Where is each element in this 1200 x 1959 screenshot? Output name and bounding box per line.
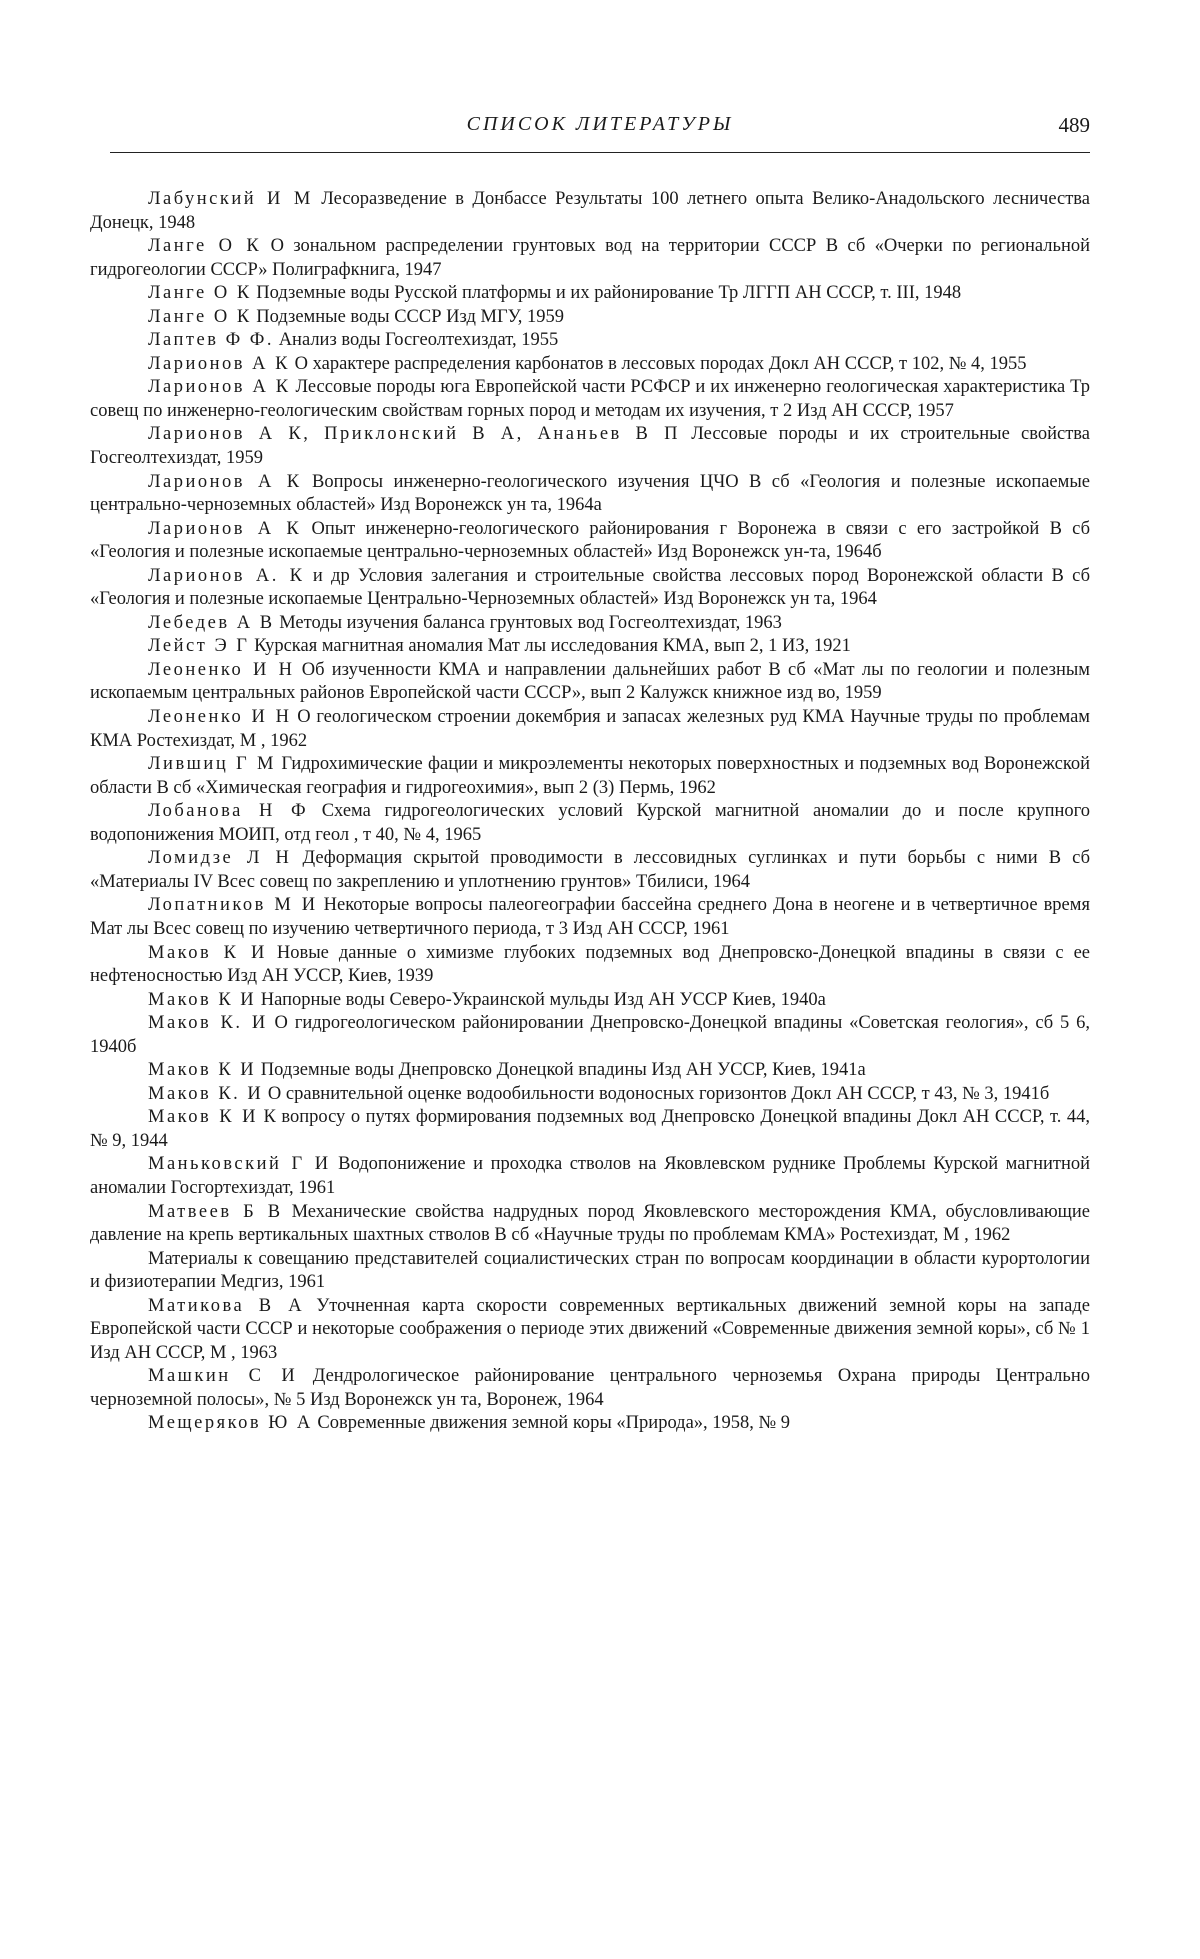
reference-author: Машкин С И [148,1366,298,1387]
reference-entry [90,753,1090,800]
reference-entry [90,612,1090,636]
reference-entry [90,188,1090,235]
reference-author: Маков К И [148,942,267,963]
reference-author: Лопатников М И [148,895,318,916]
reference-entry [90,800,1090,847]
reference-entry [90,1412,1090,1436]
reference-text: Механические свойства надрудных пород Яковлевского месторождения КМА, обусловливающие давление на крепь вертикальных шахтных стволов В сб «Научные труды по проблемам КМА» Ростехиздат, М , 1962 [90,1201,1091,1246]
reference-text: Лессовые породы юга Европейской части РСФСР и их инженерно геологическая характеристика Тр совещ по инженерно-геологическим свойствам горных пород и методам их изучения, т 2 Изд АН СССР, 1957 [90,377,1091,421]
reference-entry [90,353,1090,377]
reference-author: Лабунский И М [148,189,313,209]
reference-entry [90,706,1090,753]
reference-entry [90,1106,1090,1153]
reference-author: Леоненко И Н [148,707,292,728]
reference-text: Вопросы инженерно-геологического изучения ЦЧО В сб «Геология и полезные ископаемые центрально-черноземных областей» Изд Воронежск ун та, 1964а [90,471,1090,516]
reference-text: Уточненная карта скорости современных вертикальных движений земной коры на западе Европейской части СССР и некоторые соображения о периоде этих движений «Современные движения земной коры», сб № 1 Изд АН СССР, М , 1963 [90,1295,1091,1363]
reference-author: Леоненко И Н [148,659,295,680]
reference-author: Маков К И [148,1107,258,1128]
reference-text: О характере распределения карбонатов в лессовых породах Докл АН СССР, т 102, № 4, 1955 [294,353,1027,374]
reference-text: Лессовые породы и их строительные свойства Госгеолтехиздат, 1959 [90,424,1090,469]
reference-author: Матикова В А [148,1295,305,1316]
reference-text: О сравнительной оценке водообильности водоносных горизонтов Докл АН СССР, т 43, № 3, 1941б [267,1083,1050,1104]
reference-author: Ларионов А К [148,471,302,492]
reference-entry [90,847,1090,894]
reference-author: Маков К. И [148,1083,264,1104]
reference-author: Лобанова Н Ф [148,801,309,822]
reference-entry [90,1153,1090,1200]
reference-entry [90,894,1090,941]
reference-text: Некоторые вопросы палеогеографии бассейна среднего Дона в неогене и в четвертичное время Мат лы Всес совещ по изучению четвертичного периода, т 3 Изд АН СССР, 1961 [90,895,1090,939]
reference-text: Гидрохимические фации и микроэлементы некоторых поверхностных и подземных вод Воронежской области В сб «Химическая география и гидрогеохимия», вып 2 (3) Пермь, 1962 [90,754,1091,798]
reference-author: Ларионов А. К [148,565,305,586]
reference-author: Мещеряков Ю А [148,1413,313,1434]
reference-text: Курская магнитная аномалия Мат лы исследования КМА, вып 2, 1 ИЗ, 1921 [254,636,851,657]
reference-entry [90,565,1090,612]
reference-text: Материалы к совещанию представителей социалистических стран по вопросам координации в области курортологии и физиотерапии Медгиз, 1961 [90,1248,1090,1293]
reference-entry [90,306,1090,330]
reference-entry [90,518,1090,565]
reference-text: и др Условия залегания и строительные свойства лессовых пород Воронежской области В сб «Геология и полезные ископаемые Центрально-Черноземных областей» Изд Воронежск ун та, 1964 [90,565,1091,610]
reference-author: Ланге О К [148,236,262,257]
reference-entry [90,1083,1090,1107]
reference-text: Анализ воды Госгеолтехиздат, 1955 [278,330,559,351]
reference-entry [90,989,1090,1013]
reference-text: Лесоразведение в Донбассе Результаты 100 летнего опыта Велико-Анадольского лесничества Донецк, 1948 [90,189,1090,233]
reference-entry [90,1201,1090,1248]
reference-text: Опыт инженерно-геологического районирования г Воронежа в связи с его застройкой В сб «Геология и полезные ископаемые центрально-черноземных областей» Изд Воронежск ун-та, 1964б [90,518,1091,563]
reference-author: Лейст Э Г [148,636,250,657]
reference-author: Лившиц Г М [148,754,277,775]
reference-entry [90,659,1090,706]
reference-author: Лаптев Ф Ф. [148,330,275,351]
reference-author: Ланге О К [148,306,252,327]
reference-entry [90,329,1090,353]
reference-author: Лебедев А В [148,612,275,633]
reference-text: Подземные воды СССР Изд МГУ, 1959 [256,306,564,327]
reference-entry [90,235,1090,282]
reference-text: Подземные воды Днепровско Донецкой впадины Изд АН УССР, Киев, 1941а [260,1060,866,1081]
reference-entry [90,1365,1090,1412]
reference-author: Маньковский Г И [148,1154,331,1175]
reference-author: Ларионов А К [148,353,290,374]
reference-text: Современные движения земной коры «Природа», 1958, № 9 [317,1413,791,1434]
reference-text: Деформация скрытой проводимости в лессовидных суглинках и пути борьбы с ними В сб «Материалы IV Всес совещ по закреплению и уплотнению грунтов» Тбилиси, 1964 [90,848,1091,892]
page-number: 489 [1058,113,1090,137]
reference-entry [90,423,1090,470]
reference-entry [90,1012,1090,1059]
reference-author: Ларионов А К [148,518,302,539]
reference-text: Об изученности КМА и направлении дальнейших работ В сб «Мат лы по геологии и полезным ископаемым центральных районов Европейской части СССР», вып 2 Калужск книжное изд во, 1959 [90,659,1091,704]
reference-text: О геологическом строении докембрия и запасах железных руд КМА Научные труды по проблемам КМА Ростехиздат, М , 1962 [90,707,1091,751]
page-header [110,113,1090,147]
reference-entry [90,635,1090,659]
reference-text: О гидрогеологическом районировании Днепровско-Донецкой впадины «Советская геология», сб 5 6, 1940б [90,1013,1090,1057]
reference-author: Ломидзе Л Н [148,848,292,869]
reference-author: Ланге О К [148,283,252,304]
reference-author: Маков К И [148,989,257,1010]
reference-entry [90,942,1090,989]
reference-text: Напорные воды Северо-Украинской мульды Изд АН УССР Киев, 1940а [260,989,826,1010]
reference-entry [90,282,1090,306]
reference-text: Дендрологическое районирование центрального черноземья Охрана природы Центрально черноземной полосы», № 5 Изд Воронежск ун та, Воронеж, 1964 [90,1366,1090,1410]
reference-text: Методы изучения баланса грунтовых вод Госгеолтехиздат, 1963 [279,612,782,633]
reference-entry [90,1059,1090,1083]
reference-text: Схема гидрогеологических условий Курской магнитной аномалии до и после крупного водопонижения МОИП, отд геол , т 40, № 4, 1965 [90,801,1091,845]
reference-list [90,188,1090,1436]
reference-author: Маков К И [148,1060,257,1081]
running-title: СПИСОК ЛИТЕРАТУРЫ [466,113,734,135]
header-rule [110,152,1090,153]
reference-author: Ларионов А К [148,377,291,398]
reference-text: К вопросу о путях формирования подземных вод Днепровско Донецкой впадины Докл АН СССР, т. 44, № 9, 1944 [90,1107,1090,1151]
reference-text: Водопонижение и проходка стволов на Яковлевском руднике Проблемы Курской магнитной аномалии Госгортехиздат, 1961 [90,1154,1090,1198]
reference-author: Маков К. И [148,1013,268,1034]
reference-entry [90,1248,1090,1295]
reference-entry [90,376,1090,423]
reference-text: О зональном распределении грунтовых вод на территории СССР В сб «Очерки по региональной гидрогеологии СССР» Полиграфкнига, 1947 [90,236,1091,280]
reference-text: Подземные воды Русской платформы и их районирование Тр ЛГГП АН СССР, т. III, 1948 [256,283,962,304]
reference-entry [90,1295,1090,1366]
reference-entry [90,471,1090,518]
reference-text: Новые данные о химизме глубоких подземных вод Днепровско-Донецкой впадины в связи с ее нефтеносностью Изд АН УССР, Киев, 1939 [90,942,1090,987]
reference-author: Матвеев Б В [148,1201,283,1222]
reference-author: Ларионов А К, Приклонский В А, Ананьев В П [148,424,680,445]
